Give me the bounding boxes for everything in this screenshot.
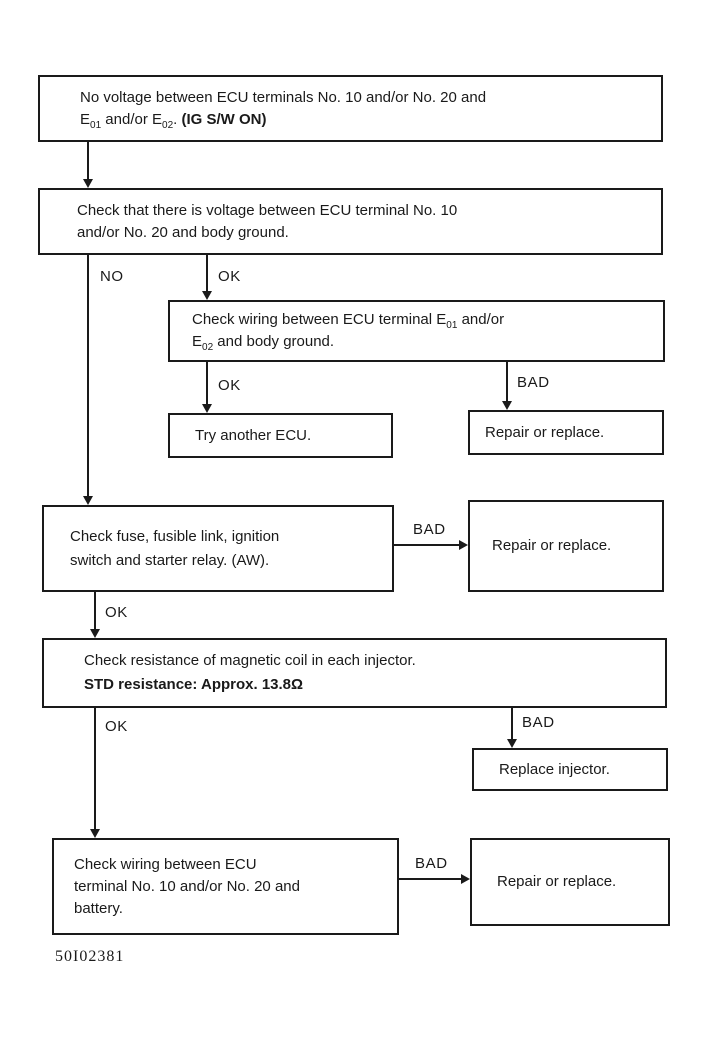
subscript: 01 <box>446 320 458 331</box>
node-repair-3-text: Repair or replace. <box>497 873 617 890</box>
node-repair-2-text: Repair or replace. <box>492 537 612 554</box>
node-check-voltage-line1: Check that there is voltage between ECU terminal No. 10 <box>77 201 458 219</box>
label-no: NO <box>100 268 124 285</box>
node-check-resistance <box>42 638 667 708</box>
text-fragment: and/or E <box>101 110 163 128</box>
label-ok-4: OK <box>105 718 128 735</box>
node-repair-3 <box>470 838 670 926</box>
connector-bad-repair3 <box>399 878 461 880</box>
text-fragment: E <box>80 110 91 128</box>
text-fragment-bold: (IG S/W ON) <box>181 110 267 128</box>
figure-code: 50I02381 <box>55 948 125 965</box>
text-fragment: Check wiring between ECU terminal E <box>192 311 447 328</box>
subscript: 02 <box>162 119 174 131</box>
connector-bad-repair1 <box>506 362 508 401</box>
node-repair-1 <box>468 410 664 455</box>
label-ok-3: OK <box>105 604 128 621</box>
node-repair-2 <box>468 500 664 592</box>
label-ok-2: OK <box>218 377 241 394</box>
text-fragment: and/or <box>457 311 505 328</box>
connector-bad-injector <box>511 708 513 739</box>
connector-ok-battery <box>94 708 96 829</box>
node-check-wiring-e-line2 <box>192 331 663 353</box>
node-check-wiring-battery-line3: battery. <box>74 899 123 917</box>
text-fragment: and body ground. <box>213 333 335 350</box>
label-bad-2: BAD <box>413 521 446 538</box>
node-replace-injector <box>472 748 668 791</box>
node-check-wiring-e-line1 <box>192 309 663 331</box>
node-check-wiring-e <box>168 300 665 362</box>
node-check-resistance-line2: STD resistance: Approx. 13.8Ω <box>84 676 304 693</box>
node-check-fuse <box>42 505 394 592</box>
connector-bad-repair2 <box>394 544 459 546</box>
arrowhead-ok-battery <box>90 829 100 838</box>
node-try-another-ecu-text: Try another ECU. <box>195 426 312 444</box>
arrowhead-bad-injector <box>507 739 517 748</box>
arrowhead-bad-repair3 <box>461 874 470 884</box>
label-ok-1: OK <box>218 268 241 285</box>
subscript: 01 <box>90 119 102 131</box>
node-check-voltage <box>38 188 663 255</box>
node-check-wiring-battery-line1: Check wiring between ECU <box>74 855 257 873</box>
label-bad-3: BAD <box>522 714 555 731</box>
connector-no-branch <box>87 255 89 496</box>
arrowhead-bad-repair1 <box>502 401 512 410</box>
arrowhead-bad-repair2 <box>459 540 468 550</box>
arrowhead-no-branch <box>83 496 93 505</box>
node-check-voltage-line2: and/or No. 20 and body ground. <box>77 223 289 241</box>
arrowhead-ok-wiring <box>202 291 212 300</box>
node-try-another-ecu <box>168 413 393 458</box>
label-bad-4: BAD <box>415 855 448 872</box>
label-bad-1: BAD <box>517 374 550 391</box>
node-start-line2 <box>80 109 661 131</box>
text-fragment: . <box>173 110 182 128</box>
node-check-wiring-battery-line2: terminal No. 10 and/or No. 20 and <box>74 877 300 895</box>
node-check-wiring-battery <box>52 838 399 935</box>
connector-start-voltage <box>87 142 89 179</box>
node-start <box>38 75 663 142</box>
subscript: 02 <box>202 342 214 353</box>
arrowhead-ok-try-ecu <box>202 404 212 413</box>
connector-ok-resistance <box>94 592 96 629</box>
node-replace-injector-text: Replace injector. <box>499 760 610 778</box>
node-check-fuse-line1: Check fuse, fusible link, ignition <box>70 527 280 545</box>
connector-ok-wiring <box>206 255 208 291</box>
node-start-line1: No voltage between ECU terminals No. 10 and/or No. 20 and <box>80 88 487 106</box>
arrowhead-start-voltage <box>83 179 93 188</box>
node-check-fuse-line2: switch and starter relay. (AW). <box>70 551 270 569</box>
connector-ok-try-ecu <box>206 362 208 404</box>
node-check-resistance-line1: Check resistance of magnetic coil in each injector. <box>84 652 416 669</box>
arrowhead-ok-resistance <box>90 629 100 638</box>
text-fragment: E <box>192 333 203 350</box>
node-repair-1-text: Repair or replace. <box>485 423 605 441</box>
